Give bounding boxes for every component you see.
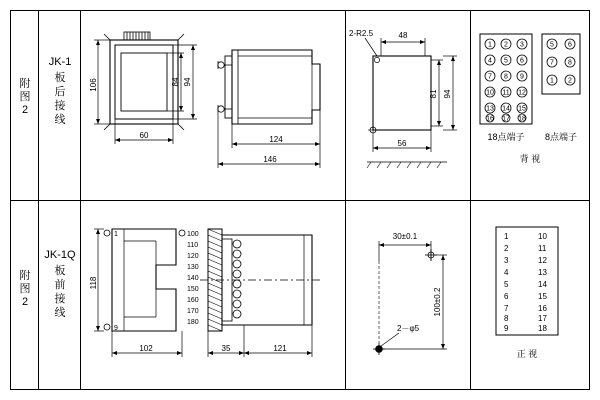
t8-4: 8: [568, 59, 572, 67]
dim-84: 84: [171, 77, 180, 87]
column-divider-3: [345, 10, 346, 390]
dim-r25: 2-R2.5: [349, 29, 374, 38]
t18-5: 5: [504, 57, 508, 65]
ft-15: 15: [538, 292, 547, 301]
caption-rear-view: 背 视: [519, 154, 541, 164]
row2-ref-char-2: 图: [19, 283, 31, 295]
caption-front-view: 正 视: [516, 349, 538, 359]
t8-5: 1: [550, 77, 554, 85]
row1-view-cutout: [347, 12, 469, 198]
ft-17: 17: [538, 314, 547, 323]
row1-view-relay: [82, 12, 344, 198]
t18-1: 1: [488, 41, 492, 49]
panel-num-140: 140: [187, 275, 199, 282]
row2-hole-pattern: [347, 205, 469, 391]
row2-hole-svg: [347, 205, 469, 391]
dim-60: 60: [139, 131, 149, 140]
ft-18: 18: [538, 324, 547, 333]
t8-3: 7: [550, 59, 554, 67]
caption-18-terminal: 18点端子: [487, 132, 525, 142]
row1-mount-char-4: 线: [54, 114, 66, 126]
dim-48: 48: [398, 31, 408, 40]
panel-num-170: 170: [187, 308, 199, 315]
panel-num-180: 180: [187, 319, 199, 326]
ft-8: 8: [504, 314, 509, 323]
panel-num-120: 120: [187, 253, 199, 260]
t18-15: 15: [518, 105, 526, 113]
row1-mount-char-1: 板: [54, 72, 66, 84]
row2-mount-char-4: 线: [54, 307, 66, 319]
t18-17: 17: [502, 115, 510, 123]
ft-13: 13: [538, 268, 547, 277]
dim-118: 118: [89, 276, 98, 290]
t18-16: 16: [486, 115, 494, 123]
t18-6: 6: [520, 57, 524, 65]
dim-81: 81: [429, 89, 438, 99]
row2-reference-label: [11, 270, 39, 309]
ft-7: 7: [504, 304, 509, 313]
t18-14: 14: [502, 105, 510, 113]
row2-mount-char-2: 前: [54, 279, 66, 291]
dim-94-cutout: 94: [443, 89, 452, 99]
dim-94-front: 94: [183, 77, 192, 87]
row2-mount-char-1: 板: [54, 265, 66, 277]
ft-12: 12: [538, 256, 547, 265]
t8-1: 5: [550, 41, 554, 49]
ft-14: 14: [538, 280, 547, 289]
row1-mount-char-3: 接: [54, 100, 66, 112]
row2-terminal-svg: [472, 205, 588, 391]
row1-reference-label: [11, 78, 39, 117]
panel-num-1: 1: [114, 231, 118, 238]
dim-121: 121: [273, 344, 287, 353]
ft-6: 6: [504, 292, 509, 301]
row1-mount-char-2: 后: [54, 86, 66, 98]
row2-terminal-layout: [472, 205, 588, 391]
ft-3: 3: [504, 256, 509, 265]
t18-10: 10: [486, 89, 494, 97]
column-divider-4: [470, 10, 471, 390]
ft-9: 9: [504, 324, 509, 333]
panel-num-9: 9: [114, 325, 118, 332]
dim-30: 30±0.1: [392, 232, 418, 241]
ft-10: 10: [538, 232, 547, 241]
t18-7: 7: [488, 73, 492, 81]
t8-2: 6: [568, 41, 572, 49]
ft-1: 1: [504, 232, 509, 241]
dim-100: 100±0.2: [433, 287, 442, 317]
row1-model-block: [39, 55, 81, 127]
row1-ref-char-3: 2: [21, 104, 29, 116]
panel-num-160: 160: [187, 297, 199, 304]
row1-terminal-svg: [472, 12, 588, 198]
t18-13: 13: [486, 105, 494, 113]
ft-2: 2: [504, 244, 509, 253]
dim-35: 35: [221, 344, 231, 353]
panel-num-110: 110: [187, 242, 199, 249]
ft-16: 16: [538, 304, 547, 313]
row1-ref-char-2: 图: [19, 91, 31, 103]
t18-3: 3: [520, 41, 524, 49]
dim-102: 102: [139, 344, 153, 353]
dim-56: 56: [397, 139, 407, 148]
ft-5: 5: [504, 280, 509, 289]
row2-mount-char-3: 接: [54, 293, 66, 305]
row2-relay-svg: [82, 205, 344, 391]
t8-6: 2: [568, 77, 572, 85]
panel-num-130: 130: [187, 264, 199, 271]
row2-ref-char-1: 附: [19, 270, 31, 282]
t18-2: 2: [504, 41, 508, 49]
t18-8: 8: [504, 73, 508, 81]
panel-num-150: 150: [187, 286, 199, 293]
t18-11: 11: [502, 89, 510, 97]
t18-9: 9: [520, 73, 524, 81]
panel-num-100: 100: [187, 231, 199, 238]
row2-model-name: JK-1Q: [44, 249, 76, 261]
dim-146: 146: [263, 155, 277, 164]
t18-4: 4: [488, 57, 492, 65]
row1-terminal-layout: [472, 12, 588, 198]
row1-relay-svg: [82, 12, 344, 198]
row-divider: [10, 200, 590, 201]
row1-model-name: JK-1: [48, 56, 72, 68]
ft-4: 4: [504, 268, 509, 277]
t18-12: 12: [518, 89, 526, 97]
dim-hole-size: 2－φ5: [397, 324, 420, 333]
dim-106: 106: [89, 78, 98, 92]
row1-ref-char-1: 附: [19, 78, 31, 90]
row2-model-block: [39, 248, 81, 320]
caption-8-terminal: 8点端子: [544, 132, 578, 142]
t18-18: 18: [518, 115, 526, 123]
row2-ref-char-3: 2: [21, 296, 29, 308]
dim-124: 124: [269, 135, 283, 144]
ft-11: 11: [538, 244, 547, 253]
row2-view-relay: [82, 205, 344, 391]
row1-cutout-svg: [347, 12, 469, 198]
